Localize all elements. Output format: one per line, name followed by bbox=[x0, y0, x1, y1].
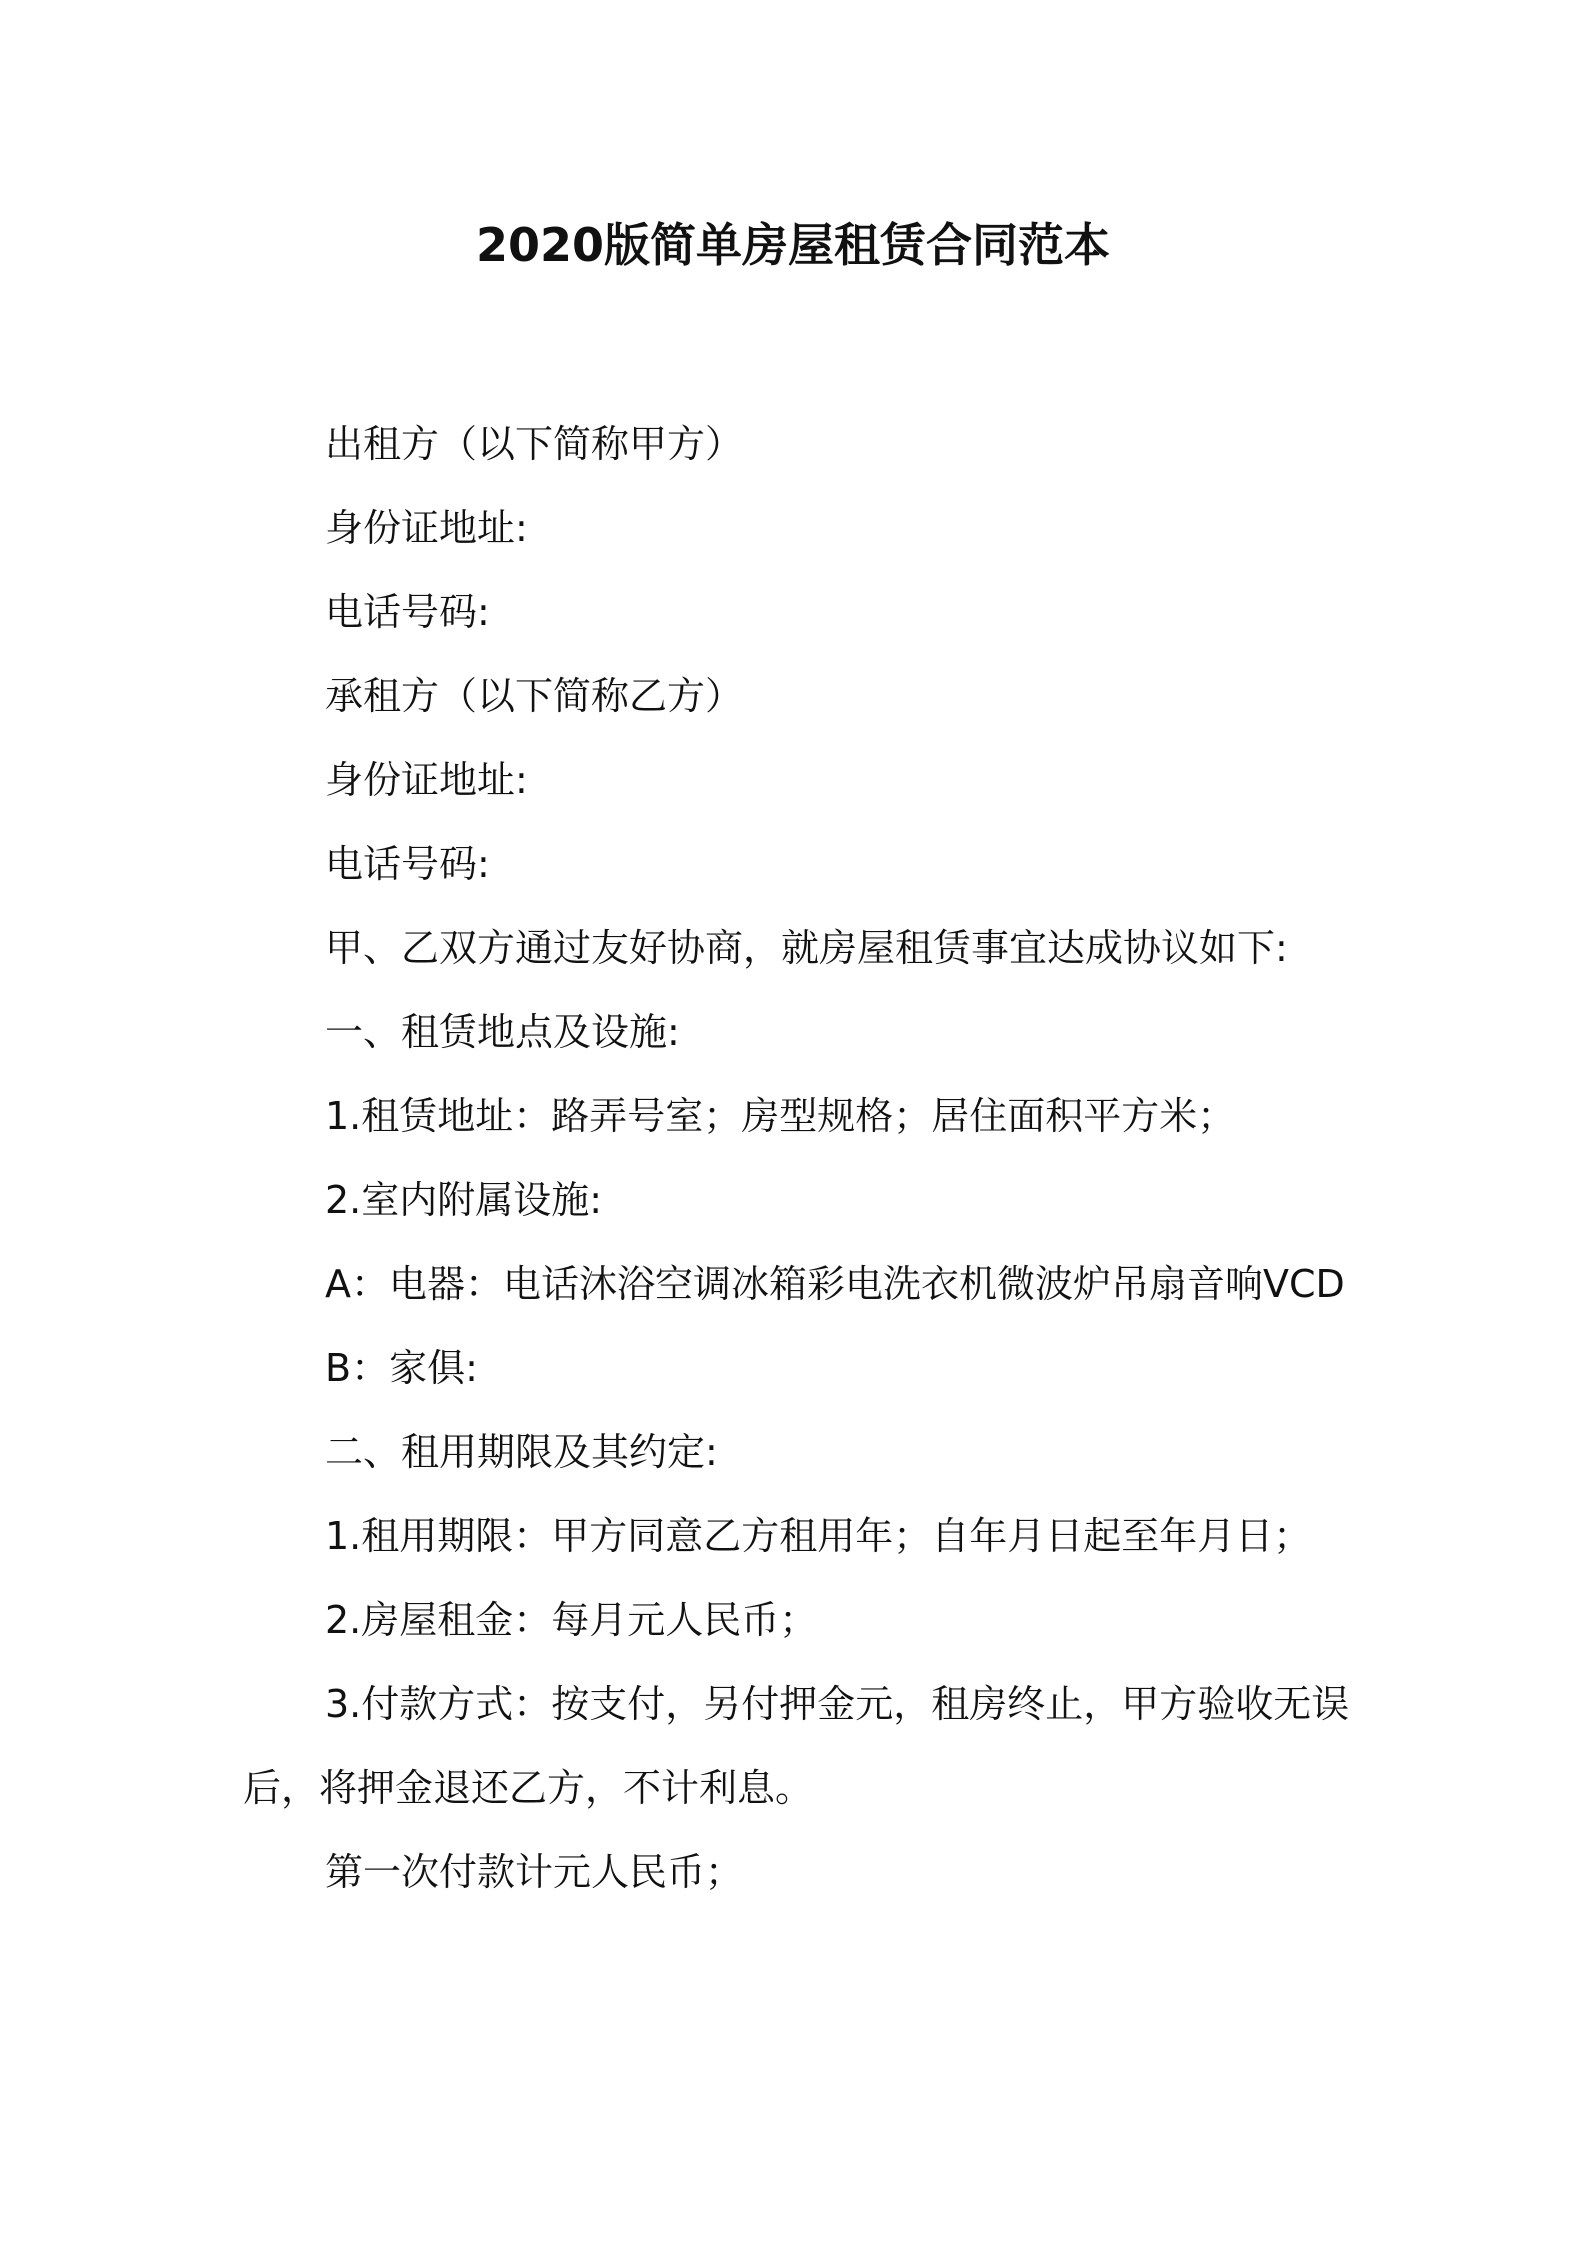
lessee-line: 承租方（以下简称乙方） bbox=[325, 674, 744, 718]
lessee-phone-line: 电话号码: bbox=[325, 842, 490, 886]
clause-rental-address: 1.租赁地址：路弄号室；房型规格；居住面积平方米； bbox=[325, 1094, 1236, 1138]
clause-furniture: B：家俱: bbox=[325, 1346, 478, 1390]
clause-lease-term: 1.租用期限：甲方同意乙方租用年；自年月日起至年月日； bbox=[325, 1514, 1312, 1558]
clause-payment-method: 3.付款方式：按支付，另付押金元，租房终止，甲方验收无误后，将押金退还乙方，不计利息。 bbox=[243, 1682, 1350, 1810]
agreement-intro: 甲、乙双方通过友好协商，就房屋租赁事宜达成协议如下: bbox=[325, 926, 1288, 970]
clause-facilities: 2.室内附属设施: bbox=[325, 1178, 603, 1222]
document-body bbox=[243, 402, 1353, 1914]
clause-first-payment: 第一次付款计元人民币； bbox=[325, 1850, 744, 1894]
section-one-heading: 一、租赁地点及设施: bbox=[325, 1010, 680, 1054]
lessee-id-address-line: 身份证地址: bbox=[325, 758, 528, 802]
lessor-id-address-line: 身份证地址: bbox=[325, 506, 528, 550]
section-two-heading: 二、租用期限及其约定: bbox=[325, 1430, 718, 1474]
lessor-phone-line: 电话号码: bbox=[325, 590, 490, 634]
clause-rent: 2.房屋租金：每月元人民币； bbox=[325, 1598, 818, 1642]
document-title: 2020版简单房屋租赁合同范本 bbox=[475, 218, 1111, 272]
clause-appliances: A：电器：电话沐浴空调冰箱彩电洗衣机微波炉吊扇音响VCD bbox=[325, 1262, 1345, 1306]
lessor-line: 出租方（以下简称甲方） bbox=[325, 422, 744, 466]
